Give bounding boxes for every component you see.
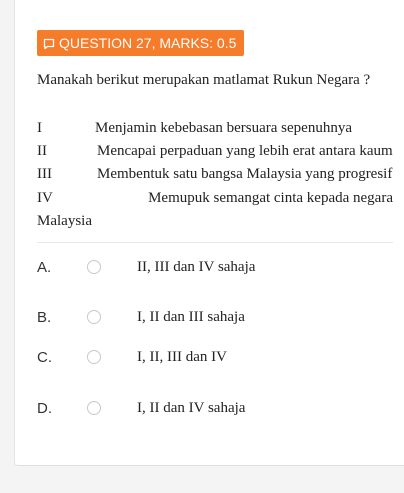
- option-a[interactable]: [37, 257, 393, 279]
- option-c-radio[interactable]: [87, 350, 101, 364]
- statement-text: Mencapai perpaduan yang lebih erat antara kaum: [97, 143, 393, 159]
- statement-number: IV: [37, 190, 53, 206]
- option-d[interactable]: [37, 398, 393, 420]
- option-b[interactable]: [37, 307, 393, 329]
- option-b-radio[interactable]: [87, 310, 101, 324]
- statement-text: Membentuk satu bangsa Malaysia yang progresif: [97, 166, 393, 182]
- option-letter: D.: [37, 400, 52, 417]
- option-text: I, II dan III sahaja: [137, 309, 245, 325]
- question-text: Manakah berikut merupakan matlamat Rukun Negara ?: [37, 72, 371, 88]
- option-text: II, III dan IV sahaja: [137, 259, 256, 275]
- statement-text: Menjamin kebebasan bersuara sepenuhnya: [95, 120, 352, 136]
- message-square-icon: [43, 37, 55, 49]
- option-c[interactable]: [37, 347, 393, 369]
- divider: [37, 242, 393, 243]
- statement-number: III: [37, 166, 52, 182]
- statement-text: Memupuk semangat cinta kepada negara: [148, 190, 393, 206]
- statement-number: I: [37, 120, 42, 136]
- statement-4-continuation: Malaysia: [37, 213, 92, 229]
- option-letter: A.: [37, 259, 52, 276]
- option-letter: B.: [37, 309, 52, 326]
- option-text: I, II, III dan IV: [137, 349, 227, 365]
- question-badge: [37, 30, 244, 56]
- question-badge-label: QUESTION 27, MARKS: 0.5: [59, 35, 237, 51]
- question-card: [14, 0, 404, 466]
- option-text: I, II dan IV sahaja: [137, 400, 246, 416]
- option-d-radio[interactable]: [87, 401, 101, 415]
- statement-number: II: [37, 143, 47, 159]
- option-a-radio[interactable]: [87, 260, 101, 274]
- option-letter: C.: [37, 349, 52, 366]
